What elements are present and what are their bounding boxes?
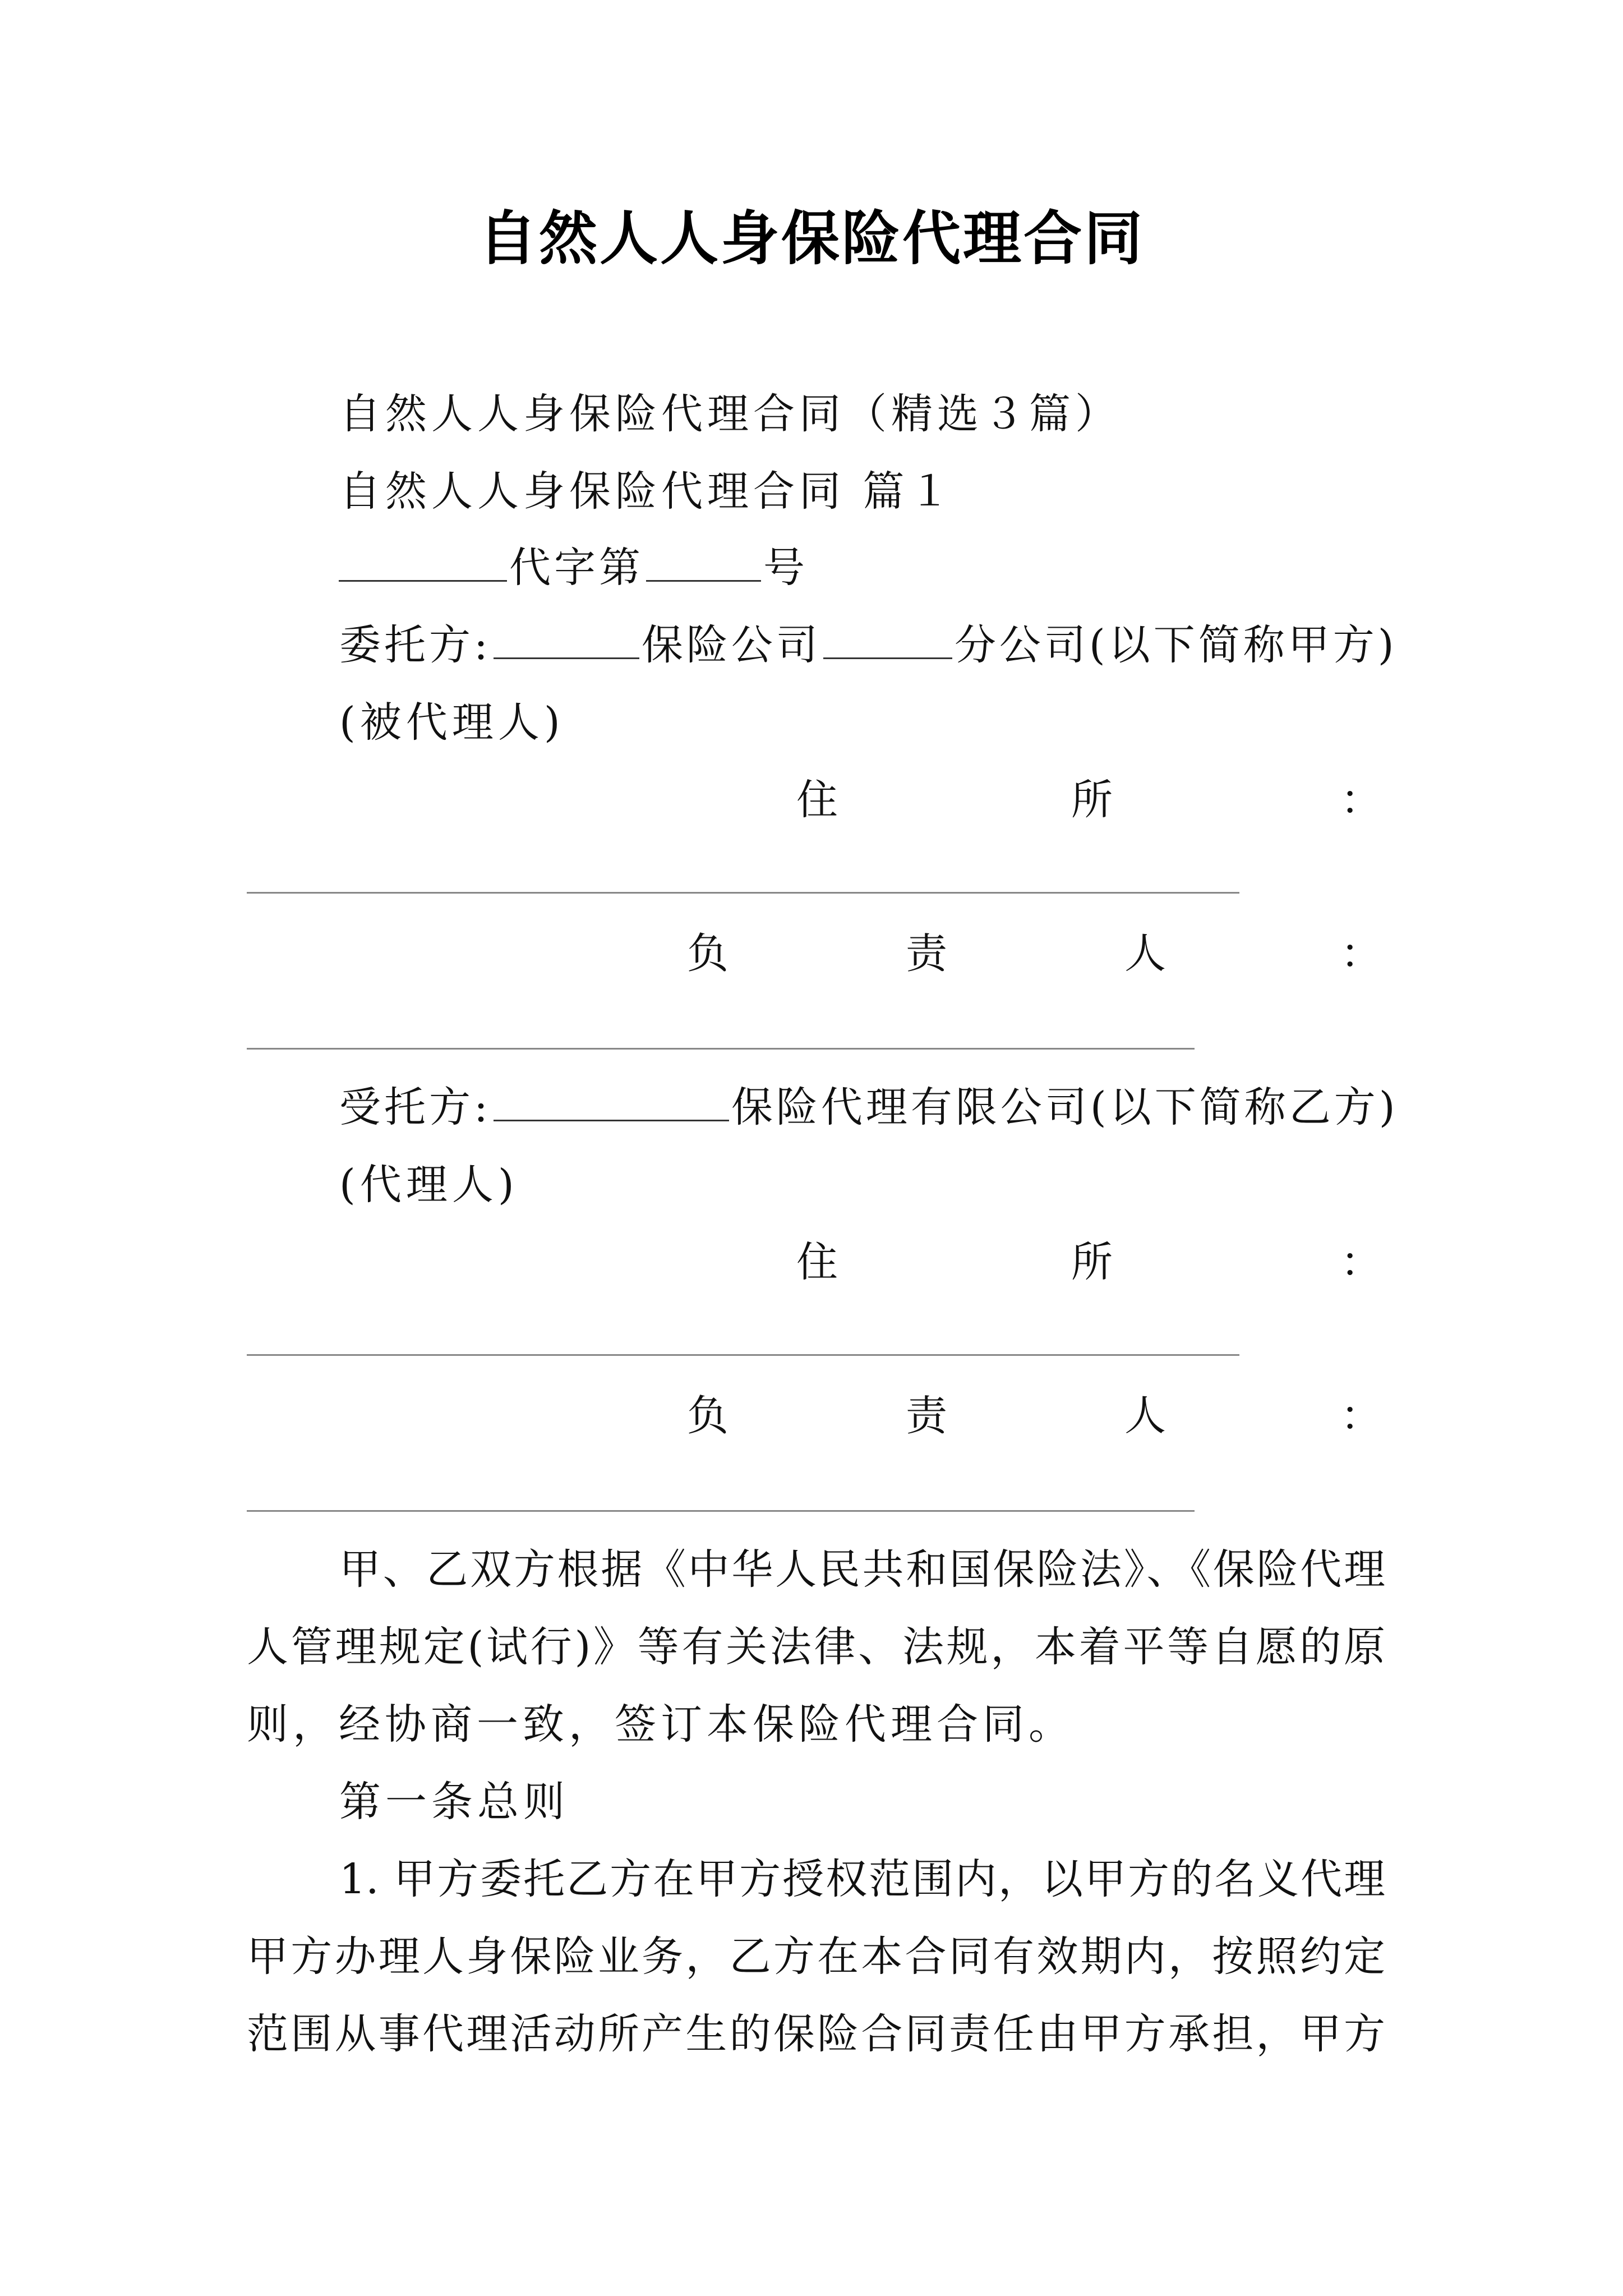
agent-address-char-2: 所 <box>1071 1238 1113 1286</box>
principal-leader-char-1: 负 <box>687 930 728 978</box>
principal-label: 委托方: <box>339 621 491 669</box>
principal-address-line <box>247 892 1239 894</box>
agent-address-char-1: 住 <box>796 1238 838 1286</box>
principal-company-suffix: 保险公司 <box>641 621 821 669</box>
section-heading: 自然人人身保险代理合同 篇１ <box>339 467 955 516</box>
principal-address-char-2: 所 <box>1071 776 1113 824</box>
agent-address-line <box>247 1354 1239 1356</box>
number-text-2: 号 <box>763 544 808 592</box>
principal-name-blank <box>494 623 639 659</box>
number-blank <box>646 545 761 582</box>
principal-leader-char-3: 人 <box>1124 930 1166 978</box>
principal-branch-suffix: 分公司(以下简称甲方) <box>954 621 1398 669</box>
number-text-1: 代字第 <box>509 544 644 592</box>
agent-name-blank <box>494 1085 729 1121</box>
agent-company-suffix: 保险代理有限公司(以下简称乙方) <box>731 1083 1399 1131</box>
preamble-line-2: 人管理规定(试行)》等有关法律、法规，本着平等自愿的原 <box>247 1623 1385 1671</box>
agent-address-colon: ： <box>1340 1238 1382 1286</box>
principal-leader-line <box>247 1048 1195 1050</box>
document-title: 自然人人身保险代理合同 <box>478 204 1145 273</box>
article-1-heading: 第一条总则 <box>339 1778 569 1826</box>
agent-leader-line <box>247 1510 1195 1512</box>
preamble-line-3: 则，经协商一致，签订本保险代理合同。 <box>247 1700 1075 1749</box>
document-subtitle: 自然人人身保险代理合同（精选３篇） <box>339 390 1121 438</box>
number-prefix-blank <box>339 545 507 582</box>
agent-leader-char-2: 责 <box>906 1392 947 1440</box>
principal-address-char-1: 住 <box>796 776 838 824</box>
principal-line <box>339 617 1398 673</box>
agent-leader-colon: ： <box>1340 1392 1382 1440</box>
article-1-line-2: 甲方办理人身保险业务，乙方在本合同有效期内，按照约定 <box>247 1932 1385 1981</box>
principal-leader-char-2: 责 <box>906 930 947 978</box>
preamble-line-1: 甲、乙双方根据《中华人民共和国保险法》、《保险代理 <box>339 1545 1385 1594</box>
article-1-line-3: 范围从事代理活动所产生的保险合同责任由甲方承担，甲方 <box>247 2010 1385 2058</box>
article-1-line-1: 1. 甲方委托乙方在甲方授权范围内，以甲方的名义代理 <box>339 1855 1385 1903</box>
agent-line <box>339 1079 1399 1135</box>
principal-leader-colon: ： <box>1340 930 1382 978</box>
principal-branch-blank <box>823 623 952 659</box>
agent-leader-char-3: 人 <box>1124 1392 1166 1440</box>
principal-address-colon: ： <box>1340 776 1382 824</box>
contract-number-line <box>336 540 808 596</box>
agent-label: 受托方: <box>339 1083 491 1131</box>
principal-role: (被代理人) <box>339 698 565 747</box>
agent-leader-char-1: 负 <box>687 1392 728 1440</box>
agent-role: (代理人) <box>339 1161 519 1209</box>
